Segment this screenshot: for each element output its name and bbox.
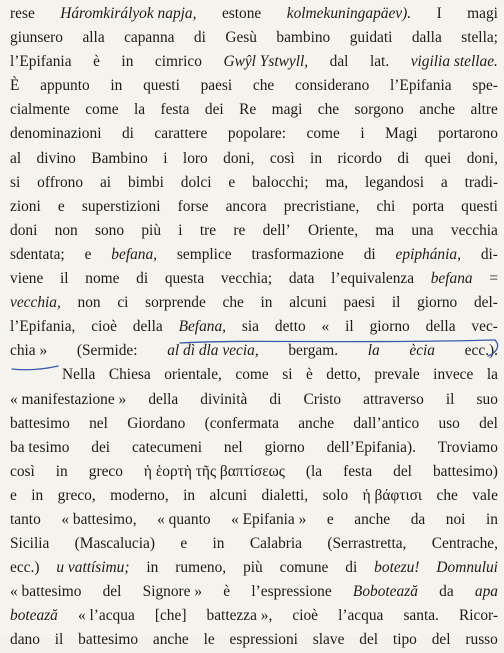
word: dalla bbox=[411, 29, 442, 47]
word: che bbox=[222, 294, 244, 312]
word: Bobotează bbox=[352, 583, 418, 601]
word: questa bbox=[164, 270, 205, 288]
word: più bbox=[243, 559, 263, 577]
word: semplice bbox=[176, 245, 232, 263]
word: non bbox=[77, 294, 101, 312]
word: e bbox=[57, 197, 65, 215]
word: vale bbox=[472, 486, 498, 504]
word: (confermata bbox=[204, 414, 279, 432]
word: Giordano bbox=[127, 414, 186, 432]
word: l’espressione bbox=[251, 583, 332, 601]
word: del- bbox=[473, 294, 498, 312]
word: considerano bbox=[294, 77, 370, 95]
word: di bbox=[397, 149, 410, 167]
word: e bbox=[180, 535, 188, 553]
word: befana, bbox=[111, 245, 158, 263]
word: battesimo bbox=[10, 414, 70, 432]
word: ècia bbox=[409, 342, 435, 360]
word: alcuni bbox=[209, 486, 248, 504]
word: non bbox=[54, 221, 78, 239]
word: offrono bbox=[37, 173, 84, 191]
word: dell’Epifania). bbox=[326, 438, 416, 456]
word: ἡ βάφτισι bbox=[362, 486, 423, 504]
word: rumeno, bbox=[175, 559, 227, 577]
word: ma bbox=[375, 221, 395, 239]
word: Bambino bbox=[91, 149, 148, 167]
word: in bbox=[146, 559, 159, 577]
word: Re bbox=[239, 101, 257, 119]
word: apa bbox=[474, 583, 498, 601]
word: (la bbox=[305, 462, 323, 480]
word: Magi bbox=[385, 125, 418, 143]
word: nome bbox=[85, 270, 120, 288]
word: in bbox=[183, 486, 196, 504]
word: cialmente bbox=[10, 101, 70, 119]
word: invece bbox=[433, 366, 474, 384]
word: greco, bbox=[57, 486, 96, 504]
word: di bbox=[193, 29, 206, 47]
word: ecc.). bbox=[464, 342, 498, 360]
word: chi bbox=[376, 197, 396, 215]
word: quei bbox=[424, 149, 452, 167]
word: cimrico bbox=[154, 53, 202, 71]
word: il bbox=[60, 270, 69, 288]
word: attraverso bbox=[363, 390, 424, 408]
word: loro bbox=[182, 149, 208, 167]
word: detto bbox=[274, 318, 306, 336]
word: a bbox=[440, 173, 448, 191]
word: magi bbox=[271, 101, 303, 119]
word: chia » bbox=[10, 342, 48, 360]
word: dano bbox=[10, 631, 40, 649]
word: sorprende bbox=[145, 294, 206, 312]
word: anche bbox=[354, 510, 391, 528]
word: = bbox=[489, 270, 498, 288]
word: l’Epifania bbox=[10, 53, 72, 71]
word: botează bbox=[10, 607, 58, 625]
word: santa. bbox=[403, 607, 439, 625]
word: in bbox=[485, 510, 498, 528]
word: di bbox=[269, 390, 282, 408]
word: bergam. bbox=[288, 342, 339, 360]
word: come bbox=[85, 101, 119, 119]
word: del bbox=[359, 631, 379, 649]
word: in bbox=[55, 462, 68, 480]
word: nel bbox=[223, 438, 243, 456]
word: dall’antico bbox=[353, 414, 420, 432]
word: russo bbox=[465, 631, 498, 649]
word: l’acqua bbox=[338, 607, 384, 625]
word: come bbox=[306, 125, 340, 143]
word: botezu! bbox=[374, 559, 420, 577]
word: sdentata; bbox=[10, 245, 65, 263]
word: u vattísimu; bbox=[56, 559, 130, 577]
word: giorno bbox=[417, 294, 458, 312]
word: befana bbox=[430, 270, 473, 288]
word: si bbox=[10, 173, 21, 191]
word: sorgono bbox=[354, 101, 404, 119]
word: precristiane, bbox=[283, 197, 360, 215]
word: è bbox=[305, 366, 313, 384]
word: giorno bbox=[369, 318, 410, 336]
word: estone bbox=[221, 5, 262, 22]
word: [che] bbox=[154, 607, 187, 625]
word: vec- bbox=[471, 318, 498, 336]
word: doni bbox=[10, 221, 38, 239]
word: (Serrastretta, bbox=[327, 535, 407, 553]
word: slave bbox=[312, 631, 345, 649]
word: ricordo bbox=[337, 149, 382, 167]
word: ancora bbox=[225, 197, 267, 215]
word: Signore » bbox=[142, 583, 203, 601]
word: tipo bbox=[392, 631, 417, 649]
word: vecchia; bbox=[220, 270, 273, 288]
word: ba tesimo bbox=[10, 438, 70, 456]
word: del bbox=[393, 462, 412, 480]
word: rese bbox=[10, 5, 35, 22]
word: denominazioni bbox=[10, 125, 102, 143]
word: Befana, bbox=[178, 318, 227, 336]
word: I bbox=[436, 5, 442, 22]
word: tradi- bbox=[464, 173, 498, 191]
word: e bbox=[10, 486, 17, 504]
word: il bbox=[445, 390, 455, 408]
word: i bbox=[178, 221, 183, 239]
word: ci bbox=[117, 294, 129, 312]
word: comune bbox=[279, 559, 329, 577]
word: festa bbox=[160, 101, 190, 119]
word: anche bbox=[152, 631, 189, 649]
word: battezza », bbox=[206, 607, 273, 625]
word: « quanto bbox=[157, 510, 211, 528]
word: capanna bbox=[124, 29, 175, 47]
word: ai bbox=[99, 173, 112, 191]
word: al bbox=[10, 149, 22, 167]
word: porta bbox=[412, 197, 445, 215]
word: i bbox=[360, 125, 365, 143]
word: popolare: bbox=[227, 125, 286, 143]
word: portarono bbox=[438, 125, 498, 143]
word: suo bbox=[476, 390, 498, 408]
word: il bbox=[54, 631, 64, 649]
word: della bbox=[148, 390, 179, 408]
word: battesimo) bbox=[432, 462, 498, 480]
word: si bbox=[282, 366, 293, 384]
word: la bbox=[486, 366, 498, 384]
word: del bbox=[479, 414, 498, 432]
word: questi bbox=[461, 197, 498, 215]
word: l’equivalenza bbox=[331, 270, 415, 288]
word: ecc.) bbox=[10, 559, 40, 577]
word: da bbox=[439, 583, 454, 601]
word: lat. bbox=[369, 53, 390, 71]
word: di bbox=[363, 245, 376, 263]
word: tre bbox=[199, 221, 217, 239]
word: altre bbox=[470, 101, 498, 119]
word: in bbox=[212, 535, 225, 553]
word: le bbox=[203, 631, 215, 649]
word: dal bbox=[329, 53, 349, 71]
word: legandosi bbox=[365, 173, 425, 191]
word: orientale, bbox=[164, 366, 222, 384]
word: di bbox=[345, 559, 358, 577]
word: greco bbox=[88, 462, 123, 480]
word: il bbox=[391, 294, 401, 312]
word: balocchi; bbox=[252, 173, 309, 191]
word: di- bbox=[480, 245, 498, 263]
word: l’Epifania, bbox=[10, 318, 76, 336]
word: Cristo bbox=[303, 390, 342, 408]
word: dolci bbox=[180, 173, 212, 191]
word: e bbox=[228, 173, 236, 191]
word: la bbox=[133, 101, 146, 119]
word: divinità bbox=[200, 390, 248, 408]
word: data bbox=[288, 270, 315, 288]
word: re bbox=[233, 221, 246, 239]
word: vecchia, bbox=[10, 294, 61, 312]
word: alla bbox=[82, 29, 105, 47]
word: e bbox=[326, 510, 334, 528]
word: di bbox=[136, 270, 149, 288]
word: superstizioni bbox=[81, 197, 161, 215]
word: il bbox=[345, 318, 354, 336]
word: viene bbox=[10, 270, 44, 288]
word: è bbox=[223, 583, 231, 601]
word: uso bbox=[438, 414, 460, 432]
word: « Epifania » bbox=[231, 510, 307, 528]
word: del bbox=[102, 583, 122, 601]
word: moderno, bbox=[110, 486, 169, 504]
word: da bbox=[410, 510, 426, 528]
word: spe- bbox=[472, 77, 498, 95]
word: divino bbox=[36, 149, 76, 167]
word: dei bbox=[204, 101, 224, 119]
word: Háromkirályok napja, bbox=[60, 5, 197, 22]
word: noi bbox=[445, 510, 466, 528]
word: giunsero bbox=[10, 29, 64, 47]
word: Sicilia bbox=[10, 535, 50, 553]
word: che bbox=[436, 486, 458, 504]
word: che bbox=[317, 101, 340, 119]
word: ἡ ἑορτὴ τῆς βαπτίσεως bbox=[143, 462, 285, 480]
word: detto, bbox=[326, 366, 361, 384]
word: bimbi bbox=[127, 173, 164, 191]
word: espressioni bbox=[229, 631, 298, 649]
word: cioè bbox=[91, 318, 117, 336]
word: nel bbox=[89, 414, 108, 432]
word: i bbox=[163, 149, 168, 167]
word: epiphánia, bbox=[395, 245, 461, 263]
word: è bbox=[93, 53, 100, 71]
word: in bbox=[121, 53, 134, 71]
word: appunto bbox=[40, 77, 90, 95]
word: « battesimo, bbox=[61, 510, 137, 528]
word: paesi bbox=[343, 294, 376, 312]
word: giorno bbox=[264, 438, 305, 456]
word: doni, bbox=[223, 149, 255, 167]
word: questi bbox=[143, 77, 180, 95]
word: così bbox=[269, 149, 295, 167]
word: catecumeni bbox=[131, 438, 203, 456]
word: più bbox=[141, 221, 162, 239]
word: (Mascalucia) bbox=[74, 535, 155, 553]
word: battesimo bbox=[78, 631, 139, 649]
word: doni, bbox=[466, 149, 498, 167]
word: l’Epifania bbox=[390, 77, 452, 95]
word: Oriente, bbox=[308, 221, 359, 239]
word: che bbox=[252, 77, 275, 95]
word: dialetti, bbox=[261, 486, 309, 504]
word: come bbox=[235, 366, 269, 384]
word: « bbox=[321, 318, 330, 336]
word: forse bbox=[177, 197, 209, 215]
word: cioè bbox=[292, 607, 319, 625]
word: « battesimo bbox=[10, 583, 82, 601]
word: anche bbox=[298, 414, 335, 432]
word: sia bbox=[241, 318, 260, 336]
word: di bbox=[121, 125, 134, 143]
word: « manifestazione » bbox=[10, 390, 127, 408]
word: magi bbox=[467, 5, 498, 22]
word: alcuni bbox=[289, 294, 327, 312]
word: vigilia stellae. bbox=[410, 53, 498, 71]
word: in bbox=[110, 77, 123, 95]
word: Calabria bbox=[249, 535, 302, 553]
word: ma, bbox=[325, 173, 349, 191]
word: Nella bbox=[62, 366, 96, 384]
word: prevale bbox=[374, 366, 420, 384]
word: tanto bbox=[10, 510, 41, 528]
word: dell’ bbox=[262, 221, 291, 239]
word: (Sermide: bbox=[76, 342, 138, 360]
word: una bbox=[411, 221, 434, 239]
word: zioni bbox=[10, 197, 41, 215]
word: Gesù bbox=[225, 29, 257, 47]
word: vecchia bbox=[450, 221, 498, 239]
word: e bbox=[84, 245, 92, 263]
word: solo bbox=[322, 486, 349, 504]
word: della bbox=[425, 318, 456, 336]
word: È bbox=[10, 77, 20, 95]
word: Chiesa bbox=[108, 366, 151, 384]
word: festa bbox=[343, 462, 373, 480]
word: « l’acqua bbox=[77, 607, 135, 625]
word: Centrache, bbox=[431, 535, 498, 553]
word: anche bbox=[419, 101, 456, 119]
word: la bbox=[367, 342, 380, 360]
word: carattere bbox=[154, 125, 208, 143]
word: in bbox=[260, 294, 273, 312]
word: sono bbox=[95, 221, 125, 239]
word: Troviamo bbox=[437, 438, 498, 456]
word: Domnului bbox=[436, 559, 498, 577]
word: stella; bbox=[461, 29, 498, 47]
word: paesi bbox=[200, 77, 233, 95]
word: al dì dla vecia, bbox=[167, 342, 259, 360]
word: della bbox=[132, 318, 163, 336]
word: bambino bbox=[276, 29, 331, 47]
word: guidati bbox=[349, 29, 393, 47]
word: dei bbox=[91, 438, 111, 456]
word: così bbox=[10, 462, 35, 480]
word: trasformazione bbox=[251, 245, 344, 263]
word: in bbox=[31, 486, 44, 504]
word: Ricor- bbox=[458, 607, 498, 625]
word: in bbox=[310, 149, 323, 167]
word: del bbox=[431, 631, 451, 649]
word: kolmekuningapäev). bbox=[286, 5, 412, 22]
word: Gwŷl Ystwyll, bbox=[223, 53, 309, 71]
